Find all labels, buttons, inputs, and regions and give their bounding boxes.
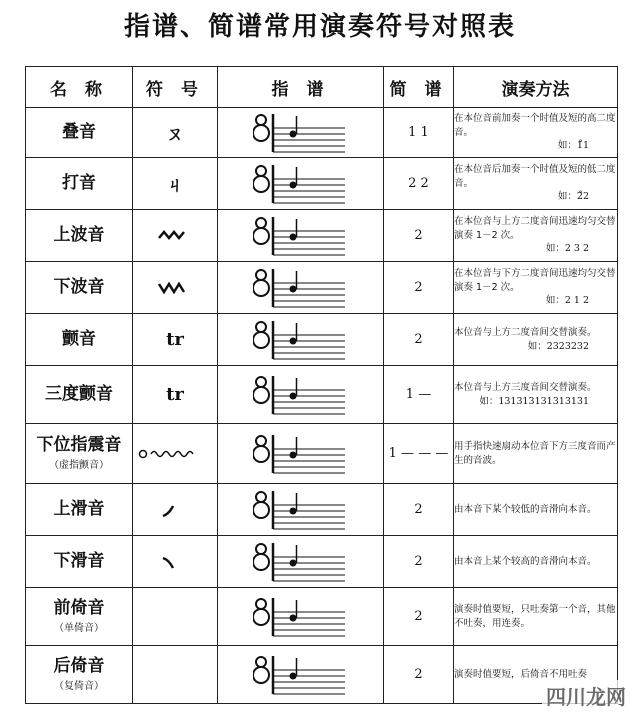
- jianpu-notation: 2: [384, 588, 454, 646]
- symbol-glyph: ㄐ: [166, 174, 184, 196]
- name-sub-label: （单倚音）: [54, 622, 104, 634]
- zhipu-notation-icon: [218, 314, 384, 366]
- name-label: 下滑音: [53, 551, 105, 572]
- row-name: [26, 158, 133, 210]
- method-text: 在本位音前加奏一个时值及短的高二度音。: [454, 112, 616, 138]
- method-example: 如：2̊2: [557, 191, 589, 203]
- zhipu-notation-icon: [218, 366, 384, 424]
- zhipu-notation-icon: [218, 158, 384, 210]
- table-row: [26, 108, 618, 158]
- row-name: [26, 108, 133, 158]
- row-name: [26, 262, 133, 314]
- watermark-logo: 四川龙网: [542, 680, 630, 711]
- method-example: 如：2 1 2: [545, 295, 589, 307]
- row-name: [26, 588, 133, 646]
- symbol-icon: [133, 424, 218, 484]
- name-label: 前倚音: [53, 598, 105, 619]
- page-title: 指谱、简谱常用演奏符号对照表: [123, 12, 516, 42]
- table-row: [26, 646, 618, 704]
- name-sub-label: （复倚音）: [54, 680, 104, 692]
- symbol-icon: [133, 158, 218, 210]
- method-text: 由本音上某个较高的音滑向本音。: [454, 555, 597, 567]
- symbol-glyph: tr: [166, 329, 184, 350]
- symbol-table: [25, 66, 618, 704]
- jianpu-notation: 2: [384, 484, 454, 536]
- name-label: 上波音: [53, 225, 105, 246]
- method-text: 用手指快速扇动本位音下方三度音而产生的音波。: [454, 440, 616, 466]
- table-row: [26, 262, 618, 314]
- method-example: 如：1̊1: [557, 140, 589, 152]
- symbol-icon: [133, 536, 218, 588]
- zhipu-notation-icon: [218, 108, 384, 158]
- method-example: 如：2 3 2: [545, 243, 589, 255]
- name-label: 叠音: [62, 122, 96, 143]
- symbol-icon: [133, 646, 218, 704]
- method-text: 由本音下某个较低的音滑向本音。: [454, 503, 597, 515]
- method-description: [454, 210, 618, 262]
- jianpu-notation: 2: [384, 536, 454, 588]
- method-text: 在本位音与下方二度音间迅速均匀交替演奏 1－2 次。: [454, 267, 616, 293]
- header-symbol: 符 号: [133, 67, 218, 108]
- header-name: 名 称: [26, 67, 133, 108]
- symbol-icon: [133, 588, 218, 646]
- name-label: 颤音: [62, 329, 96, 350]
- method-text: 在本位音与上方二度音间迅速均匀交替演奏 1－2 次。: [454, 215, 616, 241]
- row-name: [26, 536, 133, 588]
- table-row: [26, 588, 618, 646]
- zhipu-notation-icon: [218, 210, 384, 262]
- method-description: [454, 158, 618, 210]
- zhipu-notation-icon: [218, 484, 384, 536]
- jianpu-notation: 2: [384, 646, 454, 704]
- name-label: 三度颤音: [45, 384, 113, 405]
- method-description: [454, 262, 618, 314]
- symbol-icon: [133, 262, 218, 314]
- table-row: [26, 314, 618, 366]
- method-description: [454, 484, 618, 536]
- method-text: 本位音与上方二度音间交替演奏。: [454, 326, 597, 338]
- table-row: [26, 536, 618, 588]
- symbol-icon: [133, 366, 218, 424]
- name-label: 后倚音: [53, 656, 105, 677]
- table-row: [26, 484, 618, 536]
- method-description: [454, 536, 618, 588]
- symbol-icon: [133, 484, 218, 536]
- header-row: [26, 67, 618, 108]
- symbol-icon: [133, 210, 218, 262]
- row-name: [26, 314, 133, 366]
- method-description: [454, 108, 618, 158]
- table-row: [26, 424, 618, 484]
- table-row: [26, 366, 618, 424]
- method-text: 演奏时值要短，后倚音不用吐奏: [454, 668, 588, 680]
- row-name: [26, 646, 133, 704]
- row-name: [26, 366, 133, 424]
- name-sub-label: （虚指颤音）: [49, 459, 109, 471]
- zhipu-notation-icon: [218, 424, 384, 484]
- header-method: 演奏方法: [454, 67, 618, 108]
- method-text: 演奏时值要短，只吐奏第一个音，其他不吐奏，用连奏。: [454, 603, 616, 629]
- name-label: 打音: [62, 173, 96, 194]
- method-text: 本位音与上方三度音间交替演奏。: [454, 381, 597, 393]
- header-jianpu: 简 谱: [384, 67, 454, 108]
- zhipu-notation-icon: [218, 262, 384, 314]
- symbol-glyph: ㄡ: [166, 123, 184, 145]
- method-text: 在本位音后加奏一个时值及短的低二度音。: [454, 163, 616, 189]
- jianpu-notation: 2: [384, 262, 454, 314]
- row-name: [26, 424, 133, 484]
- jianpu-notation: 1 — — —: [384, 424, 454, 484]
- jianpu-notation: 2: [384, 210, 454, 262]
- method-example: 如：2323232: [527, 340, 589, 352]
- method-description: [454, 314, 618, 366]
- jianpu-notation: 1 1: [384, 108, 454, 158]
- method-example: 如：131313131313131: [479, 395, 589, 407]
- name-label: 下波音: [53, 277, 105, 298]
- table-row: [26, 210, 618, 262]
- name-label: 上滑音: [53, 499, 105, 520]
- name-label: 下位指震音: [36, 435, 122, 456]
- symbol-icon: [133, 108, 218, 158]
- jianpu-notation: 1 —: [384, 366, 454, 424]
- symbol-glyph: tr: [166, 384, 184, 405]
- method-description: [454, 588, 618, 646]
- zhipu-notation-icon: [218, 646, 384, 704]
- jianpu-notation: 2 2: [384, 158, 454, 210]
- row-name: [26, 484, 133, 536]
- table-row: [26, 158, 618, 210]
- method-description: [454, 366, 618, 424]
- zhipu-notation-icon: [218, 536, 384, 588]
- zhipu-notation-icon: [218, 588, 384, 646]
- symbol-icon: [133, 314, 218, 366]
- method-description: [454, 424, 618, 484]
- header-zhipu: 指 谱: [218, 67, 384, 108]
- row-name: [26, 210, 133, 262]
- jianpu-notation: 2: [384, 314, 454, 366]
